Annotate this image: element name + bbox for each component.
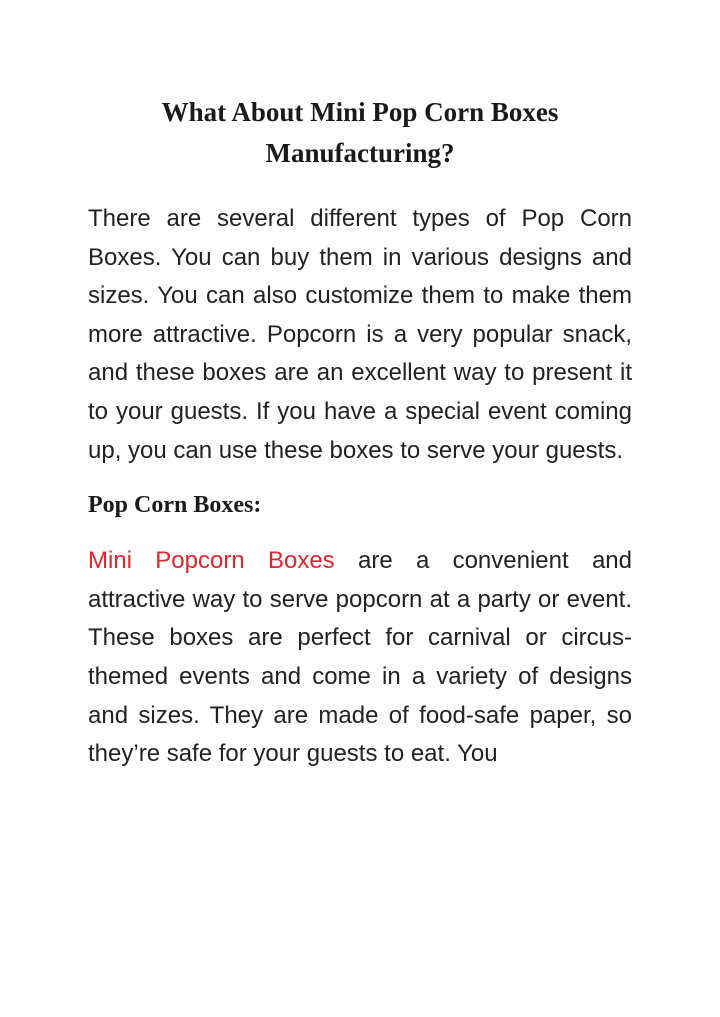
section-paragraph [88, 542, 632, 774]
intro-paragraph: There are several different types of Pop Corn Boxes. You can buy them in various designs and sizes. You can also customize them to make them more attractive. Popcorn is a very popular snack, and these boxes are an excellent way to present it to your guests. If you have a special event coming up, you can use these boxes to serve your guests. [88, 205, 632, 464]
section-heading: Pop Corn Boxes: [88, 492, 262, 519]
section-paragraph-text: are a convenient and attractive way to serve popcorn at a party or event. These boxes are perfect for carnival or circus-themed events and come in a variety of designs and sizes. They are made of food-safe paper, so they’re safe for your guests to eat. You [88, 547, 633, 768]
mini-popcorn-boxes-link[interactable]: Mini Popcorn Boxes [88, 547, 335, 575]
document-title: What About Mini Pop Corn Boxes Manufacturing? [161, 97, 559, 168]
document-content [88, 92, 632, 774]
